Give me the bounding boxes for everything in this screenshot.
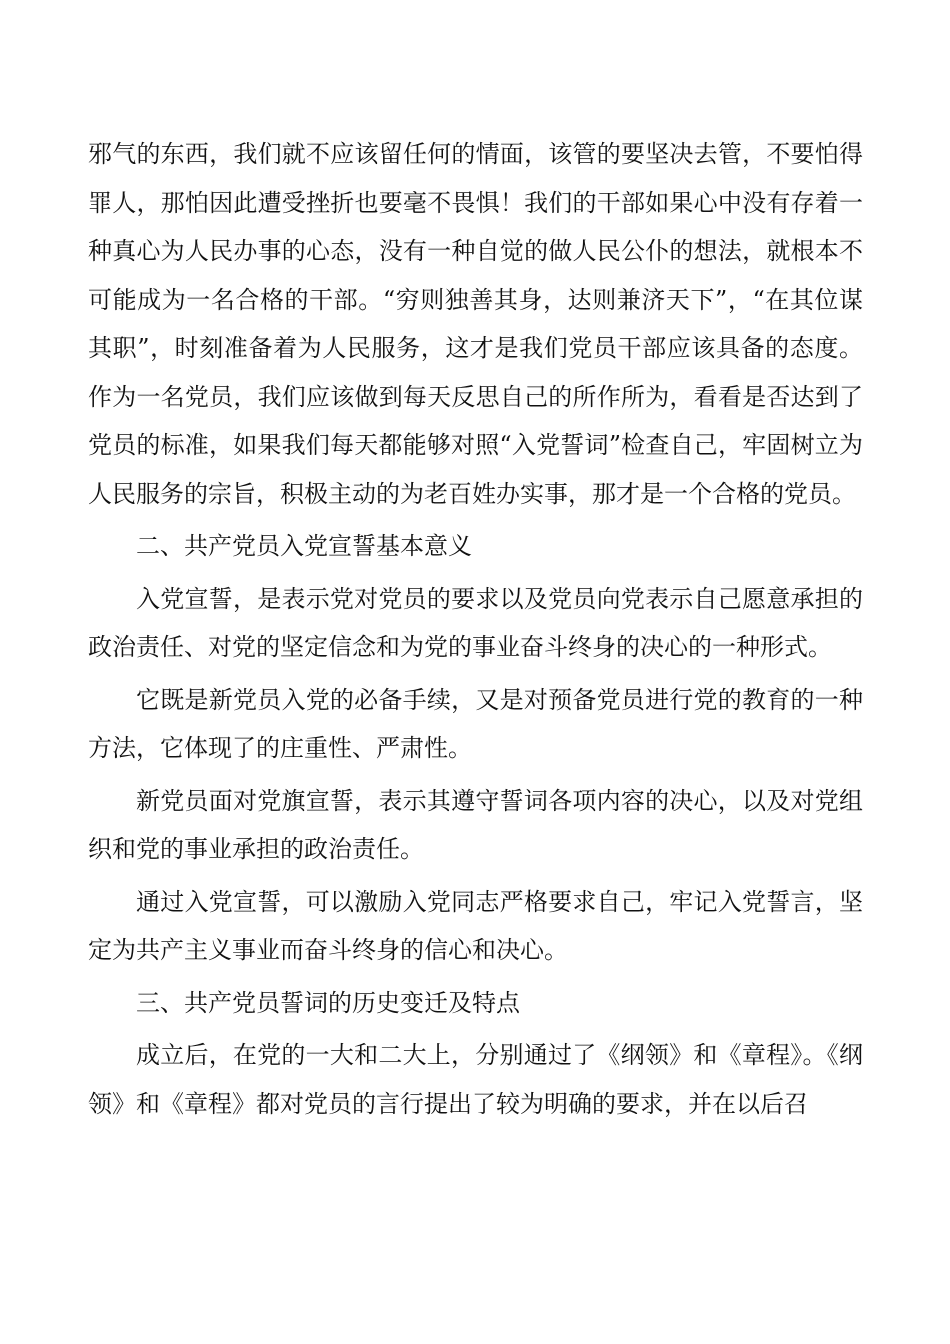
paragraph-oath-motivation: 通过入党宣誓，可以激励入党同志严格要求自己，牢记入党誓言，坚定为共产主义事业而奋斗终身的信心和决心。: [88, 887, 863, 964]
document-page: [88, 130, 863, 1132]
paragraph-history: 成立后，在党的一大和二大上，分别通过了《纲领》和《章程》。《纲领》和《章程》都对党员的言行提出了较为明确的要求，并在以后召: [88, 1041, 863, 1118]
paragraph-oath-procedure: 它既是新党员入党的必备手续，又是对预备党员进行党的教育的一种方法，它体现了的庄重性、严肃性。: [88, 685, 863, 762]
section-heading-2: 二、共产党员入党宣誓基本意义: [136, 532, 472, 560]
paragraph-oath-flag: 新党员面对党旗宣誓，表示其遵守誓词各项内容的决心，以及对党组织和党的事业承担的政治责任。: [88, 786, 863, 863]
section-heading-3: 三、共产党员誓词的历史变迁及特点: [136, 988, 520, 1017]
paragraph-continuation: 邪气的东西，我们就不应该留任何的情面，该管的要坚决去管，不要怕得罪人，那怕因此遭受挫折也要毫不畏惧！我们的干部如果心中没有存着一种真心为人民办事的心态，没有一种自觉的做人民公仆的想法，就根本不可能成为一名合格的干部。“穷则独善其身，达则兼济天下”，“在其位谋其职”，时刻准备着为人民服务，这才是我们党员干部应该具备的态度。作为一名党员，我们应该做到每天反思自己的所作所为，看看是否达到了党员的标准，如果我们每天都能够对照“入党誓词”检查自己，牢固树立为人民服务的宗旨，积极主动的为老百姓办实事，那才是一个合格的党员。: [88, 140, 863, 508]
paragraph-oath-definition: 入党宣誓，是表示党对党员的要求以及党员向党表示自己愿意承担的政治责任、对党的坚定信念和为党的事业奋斗终身的决心的一种形式。: [88, 584, 863, 661]
